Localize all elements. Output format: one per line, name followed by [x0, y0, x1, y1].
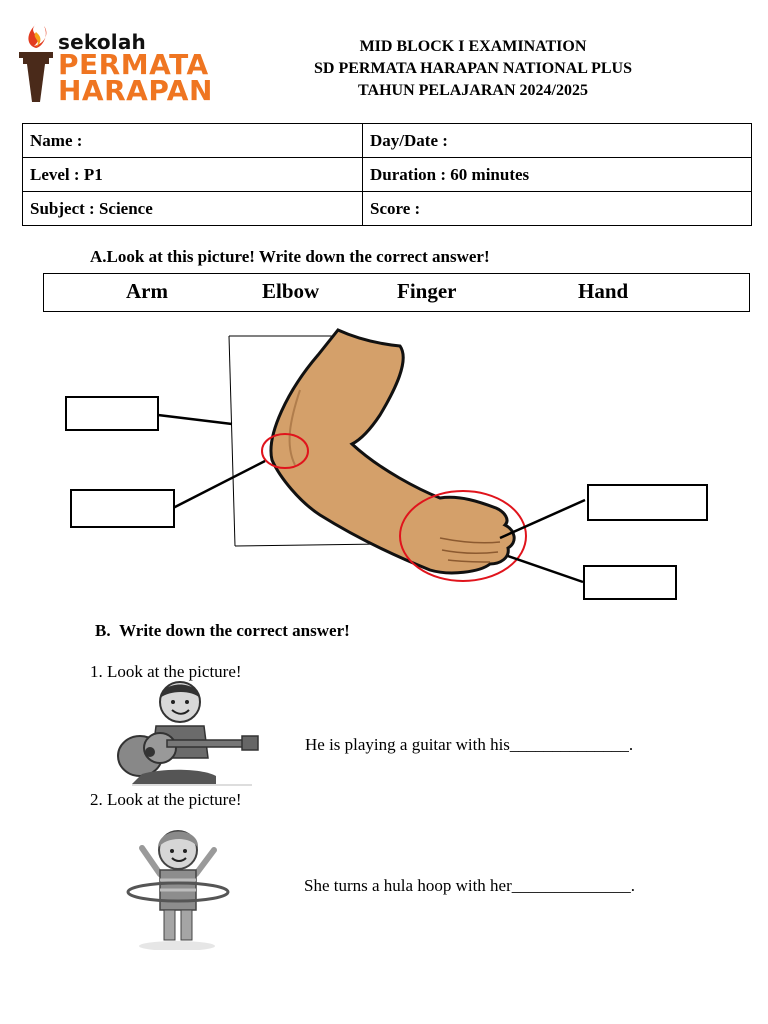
word-arm: Arm	[126, 279, 168, 303]
section-b-instruction: B. Write down the correct answer!	[95, 621, 350, 640]
girl-hula-hoop-image	[122, 826, 232, 950]
answer-box-finger[interactable]	[583, 565, 677, 600]
question-1-label: 1. Look at the picture!	[90, 662, 242, 681]
exam-header	[270, 36, 676, 102]
name-label: Name :	[30, 130, 83, 150]
logo-text-line2: HARAPAN	[58, 74, 213, 107]
word-finger: Finger	[397, 279, 457, 303]
duration-cell	[363, 158, 752, 192]
daydate-cell[interactable]	[363, 124, 752, 158]
word-elbow: Elbow	[262, 279, 320, 303]
answer-box-elbow[interactable]	[70, 489, 175, 528]
answer-box-arm[interactable]	[65, 396, 159, 431]
boy-guitar-image	[112, 678, 262, 788]
subject-label: Subject : Science	[30, 198, 153, 218]
score-cell[interactable]	[363, 192, 752, 226]
table-row	[23, 124, 752, 158]
header-line-3: TAHUN PELAJARAN 2024/2025	[358, 82, 588, 99]
table-row	[23, 192, 752, 226]
torch-icon	[16, 22, 56, 108]
question-1-sentence: He is playing a guitar with his______________.	[305, 735, 634, 754]
level-cell	[23, 158, 363, 192]
daydate-label: Day/Date :	[370, 130, 448, 150]
answer-box-hand[interactable]	[587, 484, 708, 521]
header-line-1: MID BLOCK I EXAMINATION	[359, 38, 587, 55]
question-2-label: 2. Look at the picture!	[90, 790, 242, 809]
header-line-2: SD PERMATA HARAPAN NATIONAL PLUS	[314, 60, 632, 77]
name-cell[interactable]	[23, 124, 363, 158]
school-logo	[16, 22, 266, 108]
table-row	[23, 158, 752, 192]
word-bank	[43, 273, 750, 312]
subject-cell	[23, 192, 363, 226]
level-label: Level : P1	[30, 164, 103, 184]
logo-text-small: sekolah	[58, 30, 146, 54]
logo-text-line1: PERMATA	[58, 48, 209, 81]
score-label: Score :	[370, 198, 421, 218]
section-a-instruction: A.Look at this picture! Write down the correct answer!	[90, 247, 490, 266]
word-hand: Hand	[578, 279, 629, 303]
question-2-sentence: She turns a hula hoop with her______________.	[304, 876, 635, 895]
student-info-table	[22, 123, 752, 226]
duration-label: Duration : 60 minutes	[370, 164, 530, 184]
